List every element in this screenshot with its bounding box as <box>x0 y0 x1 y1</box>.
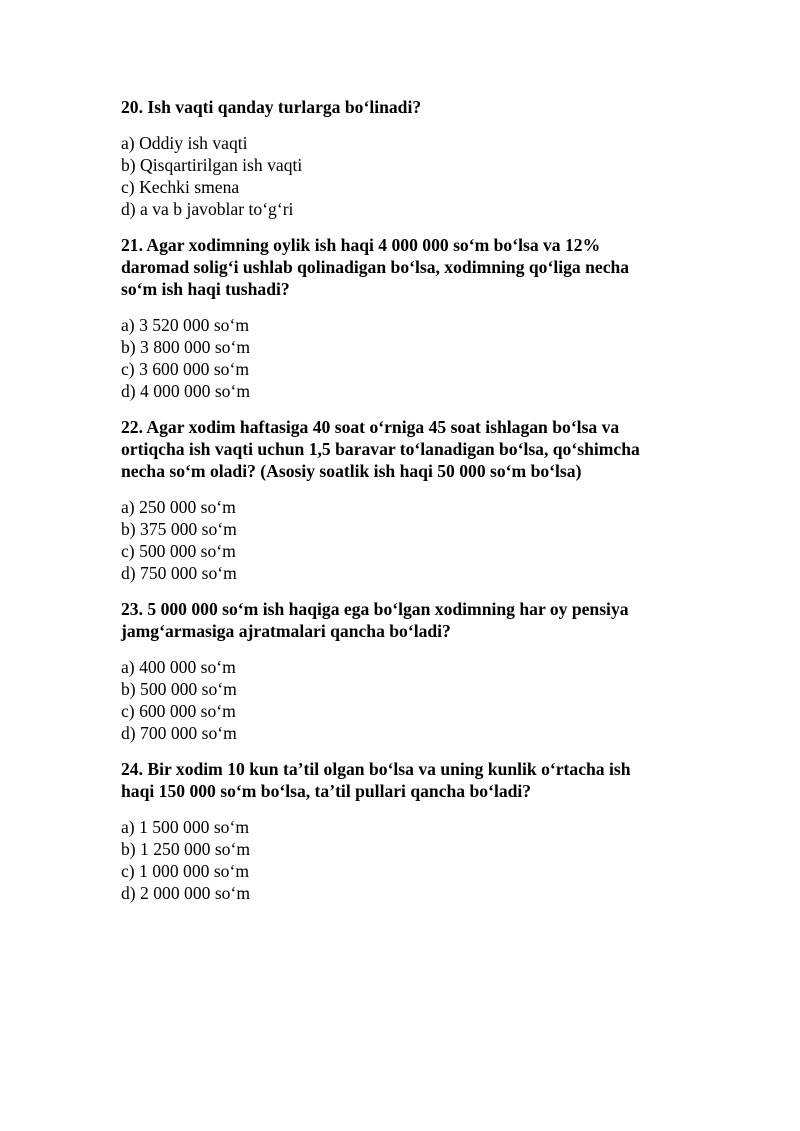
question-title <box>121 234 681 300</box>
answer-option: a) 1 500 000 so‘m <box>121 817 250 837</box>
answer-list <box>121 314 681 402</box>
answer-option: a) 400 000 so‘m <box>121 657 236 677</box>
question-20 <box>121 96 681 220</box>
answer-option: b) Qisqartirilgan ish vaqti <box>121 155 303 175</box>
answer-list <box>121 496 681 584</box>
answer-option: c) 600 000 so‘m <box>121 701 236 721</box>
answer-option: b) 375 000 so‘m <box>121 519 237 539</box>
question-title-line: 22. Agar xodim haftasiga 40 soat o‘rniga 45 soat ishlagan bo‘lsa va <box>121 417 620 437</box>
answer-option: d) 4 000 000 so‘m <box>121 381 251 401</box>
answer-option: a) Oddiy ish vaqti <box>121 133 248 153</box>
answer-option: d) 750 000 so‘m <box>121 563 237 583</box>
question-title-line: ortiqcha ish vaqti uchun 1,5 baravar to‘lanadigan bo‘lsa, qo‘shimcha <box>121 439 640 459</box>
answer-option: a) 3 520 000 so‘m <box>121 315 250 335</box>
answer-option: c) 1 000 000 so‘m <box>121 861 250 881</box>
question-title-line: daromad solig‘i ushlab qolinadigan bo‘lsa, xodimning qo‘liga necha <box>121 257 630 277</box>
answer-option: d) 700 000 so‘m <box>121 723 237 743</box>
answer-option: b) 3 800 000 so‘m <box>121 337 251 357</box>
answer-option: b) 1 250 000 so‘m <box>121 839 251 859</box>
question-title-line: so‘m ish haqi tushadi? <box>121 279 290 299</box>
question-title <box>121 416 681 482</box>
answer-list <box>121 656 681 744</box>
question-22 <box>121 416 681 584</box>
question-title: 20. Ish vaqti qanday turlarga bo‘linadi? <box>121 97 422 117</box>
answer-list <box>121 816 681 904</box>
answer-option: a) 250 000 so‘m <box>121 497 236 517</box>
question-21 <box>121 234 681 402</box>
answer-option: b) 500 000 so‘m <box>121 679 237 699</box>
question-title-line: 24. Bir xodim 10 kun ta’til olgan bo‘lsa va uning kunlik o‘rtacha ish <box>121 759 631 779</box>
answer-option: d) 2 000 000 so‘m <box>121 883 251 903</box>
question-title-line: 23. 5 000 000 so‘m ish haqiga ega bo‘lgan xodimning har oy pensiya <box>121 599 629 619</box>
question-title-line: jamg‘armasiga ajratmalari qancha bo‘ladi? <box>121 621 451 641</box>
question-title-line: 21. Agar xodimning oylik ish haqi 4 000 000 so‘m bo‘lsa va 12% <box>121 235 601 255</box>
question-24 <box>121 758 681 904</box>
question-23 <box>121 598 681 744</box>
answer-list <box>121 132 681 220</box>
question-title <box>121 598 681 642</box>
question-title <box>121 758 681 802</box>
answer-option: c) 3 600 000 so‘m <box>121 359 250 379</box>
question-title-line: haqi 150 000 so‘m bo‘lsa, ta’til pullari qancha bo‘ladi? <box>121 781 532 801</box>
answer-option: c) 500 000 so‘m <box>121 541 236 561</box>
question-title-line: necha so‘m oladi? (Asosiy soatlik ish haqi 50 000 so‘m bo‘lsa) <box>121 461 582 481</box>
answer-option: d) a va b javoblar to‘g‘ri <box>121 199 294 219</box>
document-page <box>121 96 681 904</box>
answer-option: c) Kechki smena <box>121 177 240 197</box>
